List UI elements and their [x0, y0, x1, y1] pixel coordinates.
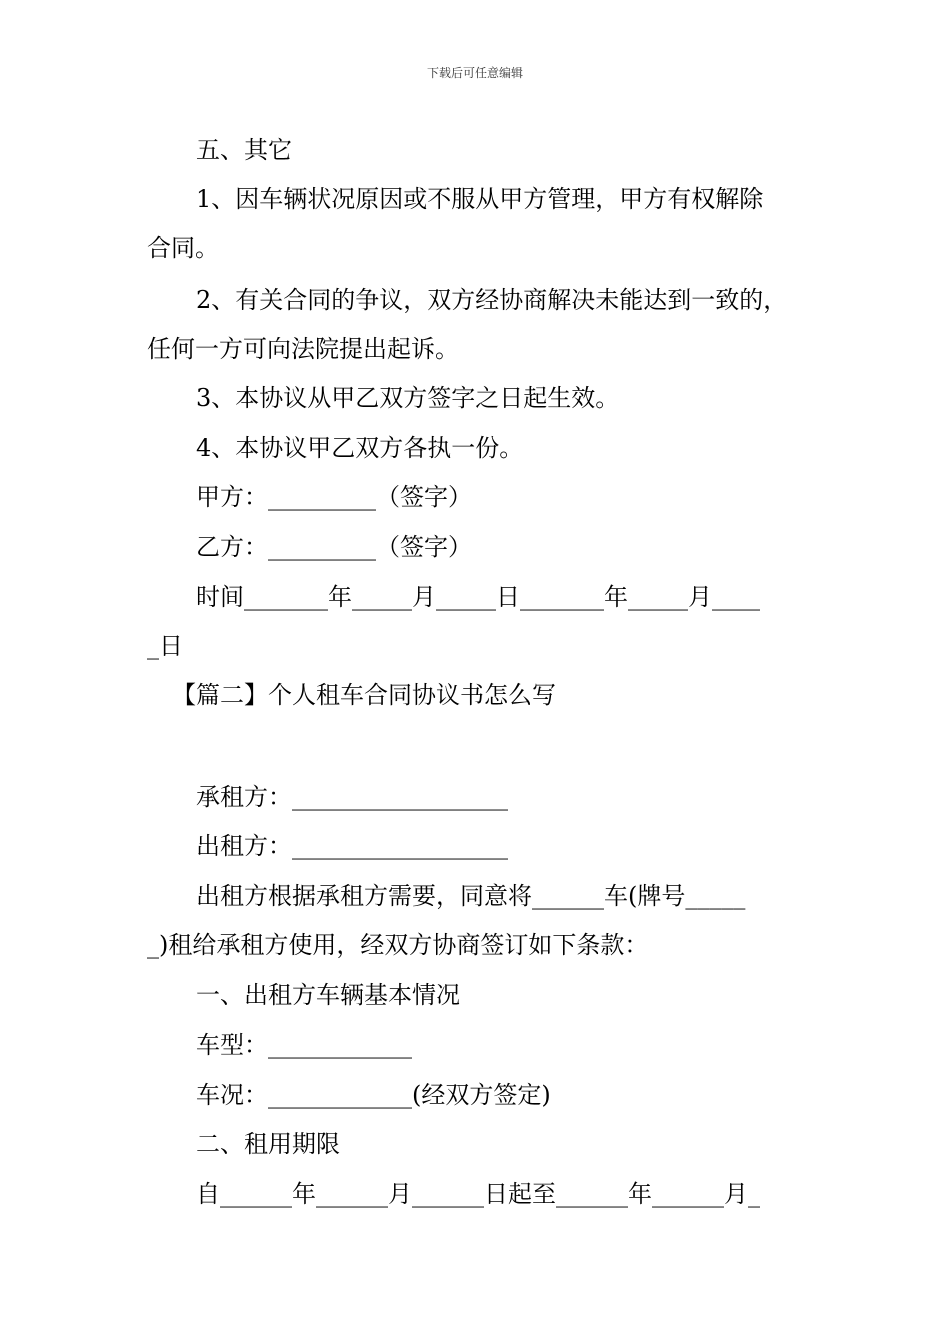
party-b-signature-line: 乙方：_________（签字）: [196, 533, 472, 561]
date-line-continued: _日: [147, 632, 183, 660]
clause-3: 3、本协议从甲乙双方签字之日起生效。: [196, 384, 620, 412]
lessee-line: 承租方：__________________: [196, 783, 508, 811]
clause-2-continued: 任何一方可向法院提出起诉。: [147, 335, 459, 363]
clause-4: 4、本协议甲乙双方各执一份。: [196, 434, 524, 462]
rental-period-line: 自______年______月______日起至______年______月_: [196, 1180, 760, 1208]
party-a-signature-line: 甲方：_________（签字）: [196, 483, 472, 511]
clause-1-continued: 合同。: [147, 234, 219, 262]
vehicle-model-line: 车型：____________: [196, 1031, 412, 1059]
clause-2: 2、有关合同的争议，双方经协商解决未能达到一致的，: [196, 286, 788, 314]
article-title: 【篇二】个人租车合同协议书怎么写: [172, 681, 556, 709]
vehicle-condition-line: 车况：____________(经双方签定): [196, 1081, 551, 1109]
clause-1: 1、因车辆状况原因或不服从甲方管理，甲方有权解除: [196, 185, 764, 213]
page-header: 下载后可任意编辑: [426, 66, 523, 80]
section-heading-other: 五、其它: [196, 136, 292, 164]
agreement-intro: 出租方根据承租方需要，同意将______车(牌号_____: [196, 882, 746, 910]
date-line: 时间_______年_____月_____日_______年_____月____: [196, 583, 760, 611]
lessor-line: 出租方：__________________: [196, 832, 508, 860]
section-vehicle-info: 一、出租方车辆基本情况: [196, 981, 460, 1009]
section-rental-period: 二、租用期限: [196, 1130, 340, 1158]
agreement-intro-continued: _)租给承租方使用，经双方协商签订如下条款：: [147, 931, 649, 959]
